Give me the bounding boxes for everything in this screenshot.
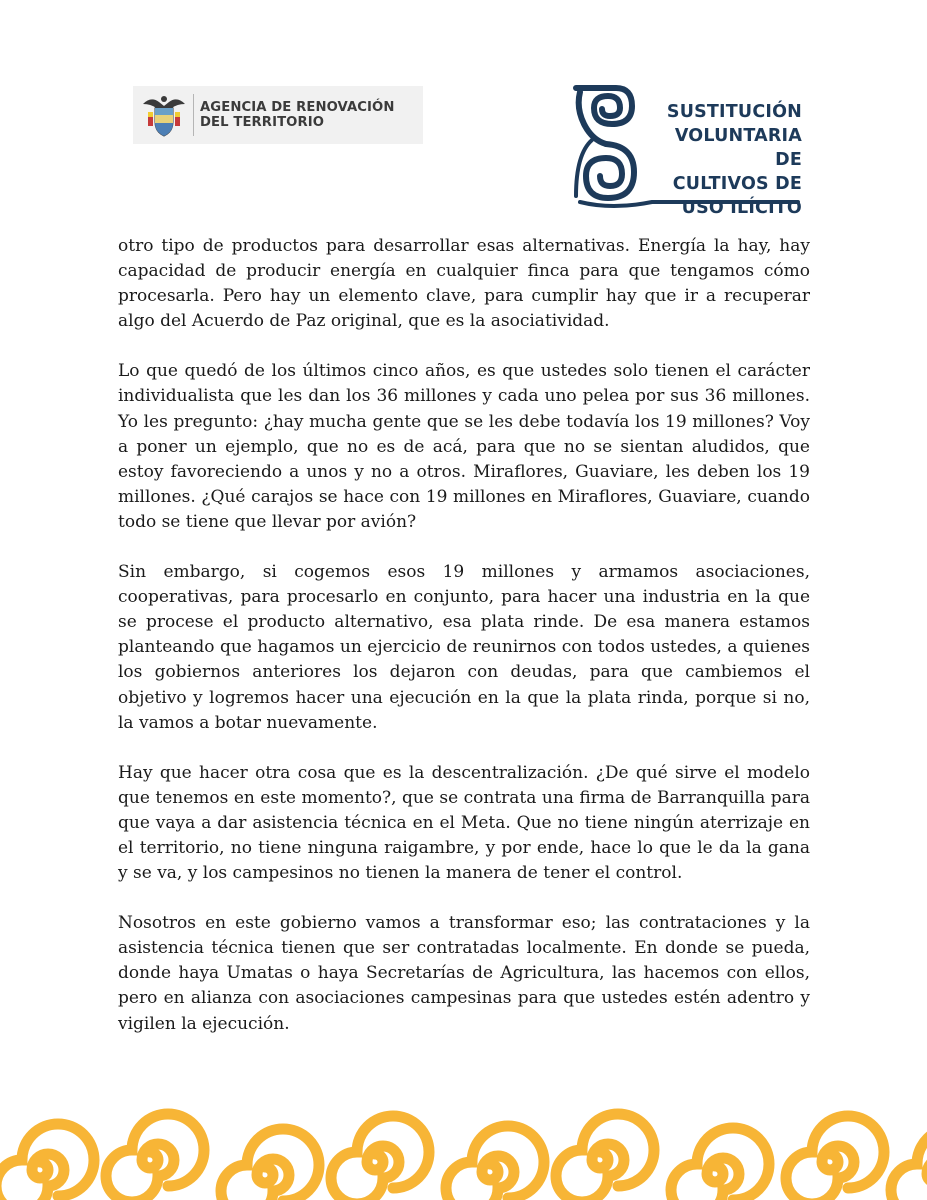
program-title-line3: CULTIVOS DE: [672, 174, 802, 194]
program-logo: [572, 84, 802, 218]
agency-name: [200, 100, 395, 130]
document-body: [118, 234, 810, 1062]
paragraph-4: Hay que hacer otra cosa que es la descentralización. ¿De qué sirve el modelo que tenemos en este momento?, que se contrata una firma de Barranquilla para que vaya a dar asistencia técnica en el Meta. Que no tiene ningún aterrizaje en el territorio, no tiene ninguna raigambre, y por ende, hace lo que le da la gana y se va, y los campesinos no tienen la manera de tener el control.: [118, 762, 810, 884]
logo-divider: [193, 94, 194, 136]
agency-logo: [133, 86, 423, 144]
coat-of-arms-icon: [139, 90, 189, 140]
program-title: [648, 100, 802, 220]
agency-name-line2: DEL TERRITORIO: [200, 115, 325, 130]
paragraph-5: Nosotros en este gobierno vamos a transformar eso; las contrataciones y la asistencia técnica tienen que ser contratadas localmente. En donde se pueda, donde haya Umatas o haya Secretarías de Agricultura, las hacemos con ellos, pero en alianza con asociaciones campesinas para que ustedes estén adentro y vigilen la ejecución.: [118, 913, 810, 1034]
program-title-line4: USO ILÍCITO: [681, 198, 802, 218]
orange-spiral-pattern-icon: [0, 1090, 927, 1200]
agency-name-line1: AGENCIA DE RENOVACIÓN: [200, 100, 395, 115]
paragraph-3: Sin embargo, si cogemos esos 19 millones y armamos asociaciones, cooperativas, para procesarlo en conjunto, para hacer una industria en la que se procese el producto alternativo, esa plata rinde. De esa manera estamos planteando que hagamos un ejercicio de reunirnos con todos ustedes, a quienes los gobiernos anteriores los dejaron con deudas, para que cambiemos el objetivo y logremos hacer una ejecución en la que la plata rinda, porque si no, la vamos a botar nuevamente.: [118, 562, 810, 733]
paragraph-1: otro tipo de productos para desarrollar esas alternativas. Energía la hay, hay capacidad de producir energía en cualquier finca para que tengamos cómo procesarla. Pero hay un elemento clave, para cumplir hay que ir a recuperar algo del Acuerdo de Paz original, que es la asociatividad.: [118, 236, 810, 332]
paragraph-2: Lo que quedó de los últimos cinco años, es que ustedes solo tienen el carácter individualista que les dan los 36 millones y cada uno pelea por sus 36 millones. Yo les pregunto: ¿hay mucha gente que se les debe todavía los 19 millones? Voy a poner un ejemplo, que no es de acá, para que no se sientan aludidos, que estoy favoreciendo a unos y no a otros. Miraflores, Guaviare, les deben los 19 millones. ¿Qué carajos se hace con 19 millones en Miraflores, Guaviare, cuando todo se tiene que llevar por avión?: [118, 361, 810, 532]
program-title-line1: SUSTITUCIÓN: [666, 102, 802, 122]
program-title-line2: VOLUNTARIA DE: [674, 126, 802, 170]
